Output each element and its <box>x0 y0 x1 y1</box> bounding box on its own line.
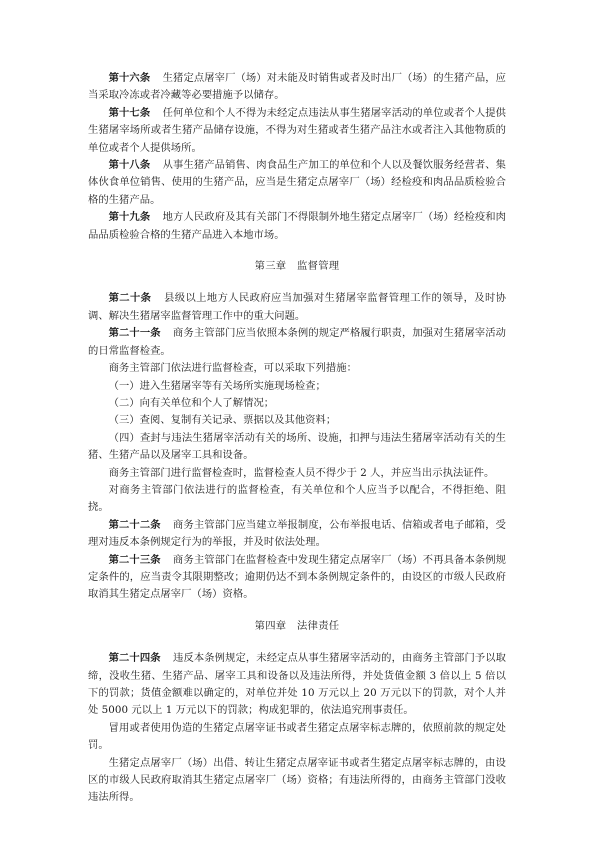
article-text: 商务主管部门应当建立举报制度，公布举报电话、信箱或者电子邮箱，受理对违反本条例规定行为的举报，并及时依法处理。 <box>88 518 507 549</box>
article-17 <box>88 105 506 157</box>
article-24 <box>88 650 506 720</box>
article-22 <box>88 517 506 552</box>
list-item: （三）查阅、复制有关记录、票据以及其他资料； <box>108 414 337 427</box>
article-text: 地方人民政府及其有关部门不得限制外地生猪定点屠宰厂（场）经检疫和肉品品质检验合格的生猪产品进入本地市场。 <box>88 211 507 241</box>
article-16 <box>88 70 506 105</box>
article-20 <box>88 290 506 325</box>
article-number: 第十九条 <box>108 211 151 224</box>
article-21-paragraph: 对商务主管部门依法进行的监督检查，有关单位和个人应当予以配合，不得拒绝、阻挠。 <box>88 483 506 514</box>
article-text: 商务主管部门应当依照本条例的规定严格履行职责，加强对生猪屠宰活动的日常监督检查。 <box>88 327 507 357</box>
list-item: （一）进入生猪屠宰等有关场所实施现场检查； <box>108 379 326 392</box>
article-21-intro: 商务主管部门依法进行监督检查，可以采取下列措施： <box>108 362 357 375</box>
article-text: 任何单位和个人不得为未经定点违法从事生猪屠宰活动的单位或者个人提供生猪屠宰场所或者生猪产品储存设施，不得为对生猪或者生猪产品注水或者注入其他物质的单位或者个人提供场所。 <box>88 106 507 154</box>
article-18 <box>88 157 506 209</box>
article-number: 第十六条 <box>108 72 151 84</box>
article-24-paragraph: 冒用或者使用伪造的生猪定点屠宰证书或者生猪定点屠宰标志牌的，依照前款的规定处罚。 <box>88 721 506 752</box>
article-text: 县级以上地方人民政府应当加强对生猪屠宰监督管理工作的领导，及时协调、解决生猪屠宰监督管理工作中的重大问题。 <box>88 292 507 322</box>
article-number: 第十八条 <box>108 159 151 172</box>
article-21 <box>88 325 506 360</box>
article-number: 第十七条 <box>108 106 151 119</box>
article-number: 第二十三条 <box>108 553 161 566</box>
article-number: 第二十一条 <box>108 327 161 340</box>
list-item: （二）向有关单位和个人了解情况； <box>108 396 275 409</box>
article-text: 商务主管部门在监督检查中发现生猪定点屠宰厂（场）不再具备本条例规定条件的，应当责令其限期整改；逾期仍达不到本条例规定条件的，由设区的市级人民政府取消其生猪定点屠宰厂（场）资格。 <box>88 553 507 601</box>
chapter-4-heading: 第四章 法律责任 <box>254 619 340 632</box>
article-number: 第二十四条 <box>108 652 161 665</box>
article-number: 第二十二条 <box>108 518 161 531</box>
chapter-3-heading: 第三章 监督管理 <box>254 260 340 273</box>
article-19 <box>88 209 506 244</box>
article-23 <box>88 552 506 604</box>
article-text: 从事生猪产品销售、肉食品生产加工的单位和个人以及餐饮服务经营者、集体伙食单位销售、使用的生猪产品，应当是生猪定点屠宰厂（场）经检疫和肉品品质检验合格的生猪产品。 <box>88 159 507 206</box>
article-text: 生猪定点屠宰厂（场）对未能及时销售或者及时出厂（场）的生猪产品，应当采取冷冻或者冷藏等必要措施予以储存。 <box>88 72 507 102</box>
article-24-paragraph: 生猪定点屠宰厂（场）出借、转让生猪定点屠宰证书或者生猪定点屠宰标志牌的，由设区的市级人民政府取消其生猪定点屠宰厂（场）资格；有违法所得的，由商务主管部门没收违法所得。 <box>88 756 506 804</box>
article-number: 第二十条 <box>108 292 152 305</box>
document-body <box>88 70 506 807</box>
article-21-paragraph: 商务主管部门进行监督检查时，监督检查人员不得少于 2 人，并应当出示执法证件。 <box>108 466 495 479</box>
article-text: 违反本条例规定，未经定点从事生猪屠宰活动的，由商务主管部门予以取缔，没收生猪、生猪产品、屠宰工具和设备以及违法所得，并处货值金额 3 倍以上 5 倍以下的罚款；货值金额难以确定的，对单位并处 10 万元以上 20 万元以下的罚款，对个人并处 5000 元以上 1 万元以下的罚款；构成犯罪的，依法追究刑事责任。 <box>88 652 507 717</box>
list-item: （四）查封与违法生猪屠宰活动有关的场所、设施，扣押与违法生猪屠宰活动有关的生猪、生猪产品以及屠宰工具和设备。 <box>88 431 506 462</box>
